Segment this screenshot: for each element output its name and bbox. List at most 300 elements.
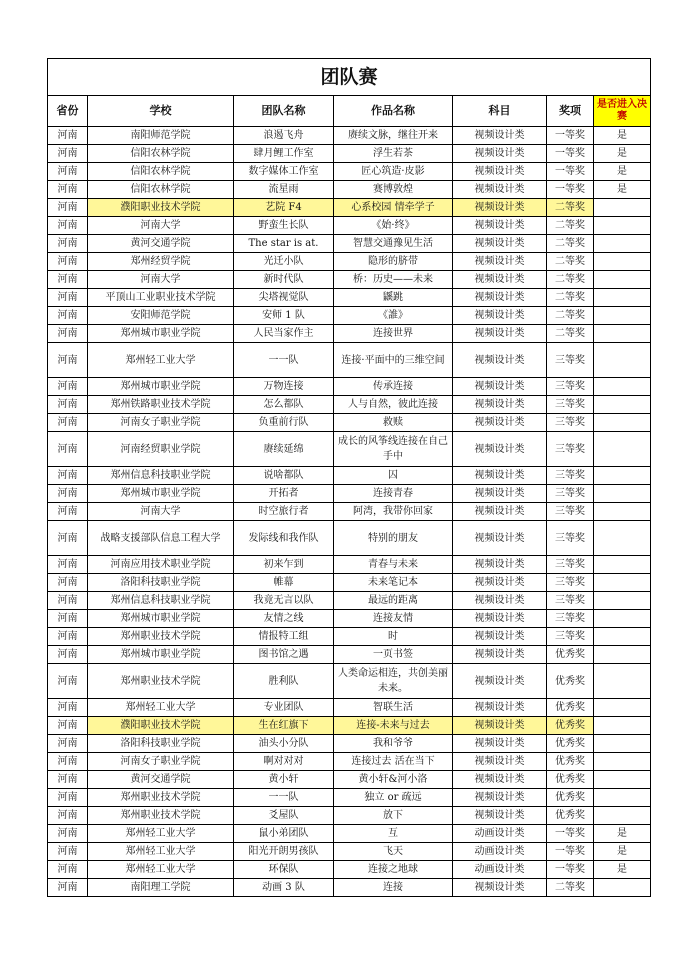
- header-award: 奖项: [547, 96, 594, 127]
- cell-work: 时: [334, 628, 453, 646]
- cell-school: 河南经贸职业学院: [88, 432, 234, 467]
- cell-province: 河南: [48, 521, 88, 556]
- header-school: 学校: [88, 96, 234, 127]
- cell-province: 河南: [48, 378, 88, 396]
- cell-award: 优秀奖: [547, 789, 594, 807]
- cell-award: 三等奖: [547, 556, 594, 574]
- cell-province: 河南: [48, 735, 88, 753]
- page-title: 团队赛: [48, 59, 651, 96]
- cell-team: 阳光开朗男孩队: [234, 843, 334, 861]
- cell-subject: 视频设计类: [453, 199, 547, 217]
- cell-school: 郑州职业技术学院: [88, 807, 234, 825]
- cell-subject: 视频设计类: [453, 717, 547, 735]
- cell-award: 三等奖: [547, 343, 594, 378]
- cell-advance: [594, 646, 651, 664]
- results-sheet: [47, 58, 650, 897]
- cell-school: 郑州职业技术学院: [88, 628, 234, 646]
- cell-award: 三等奖: [547, 610, 594, 628]
- cell-school: 河南女子职业学院: [88, 753, 234, 771]
- cell-subject: 视频设计类: [453, 127, 547, 145]
- cell-team: 图书馆之遇: [234, 646, 334, 664]
- cell-province: 河南: [48, 646, 88, 664]
- cell-advance: 是: [594, 163, 651, 181]
- cell-team: 我竟无言以队: [234, 592, 334, 610]
- cell-subject: 视频设计类: [453, 307, 547, 325]
- cell-work: 隐形的脐带: [334, 253, 453, 271]
- cell-team: 生在红旗下: [234, 717, 334, 735]
- cell-subject: 视频设计类: [453, 807, 547, 825]
- cell-province: 河南: [48, 343, 88, 378]
- cell-work: 匠心筑造·皮影: [334, 163, 453, 181]
- cell-school: 濮阳职业技术学院: [88, 199, 234, 217]
- cell-advance: [594, 717, 651, 735]
- cell-team: 数字媒体工作室: [234, 163, 334, 181]
- cell-subject: 视频设计类: [453, 414, 547, 432]
- cell-team: 黄小轩: [234, 771, 334, 789]
- cell-subject: 视频设计类: [453, 467, 547, 485]
- cell-school: 郑州轻工业大学: [88, 699, 234, 717]
- cell-team: 赓续延绵: [234, 432, 334, 467]
- cell-advance: [594, 753, 651, 771]
- cell-award: 二等奖: [547, 289, 594, 307]
- cell-award: 二等奖: [547, 253, 594, 271]
- table-row: [48, 610, 651, 628]
- header-advance: 是否进入决赛: [594, 96, 651, 127]
- cell-province: 河南: [48, 199, 88, 217]
- cell-subject: 视频设计类: [453, 789, 547, 807]
- cell-work: 心系校园 情牵学子: [334, 199, 453, 217]
- cell-team: 流星雨: [234, 181, 334, 199]
- cell-subject: 视频设计类: [453, 735, 547, 753]
- cell-work: 黄小轩&河小洛: [334, 771, 453, 789]
- results-table: [47, 58, 651, 897]
- cell-team: 万物连接: [234, 378, 334, 396]
- cell-subject: 视频设计类: [453, 574, 547, 592]
- cell-team: 啊对对对: [234, 753, 334, 771]
- cell-school: 信阳农林学院: [88, 163, 234, 181]
- cell-province: 河南: [48, 592, 88, 610]
- cell-work: 赛博敦煌: [334, 181, 453, 199]
- table-row: [48, 396, 651, 414]
- cell-school: 安阳师范学院: [88, 307, 234, 325]
- cell-advance: [594, 735, 651, 753]
- cell-school: 黄河交通学院: [88, 235, 234, 253]
- cell-subject: 视频设计类: [453, 253, 547, 271]
- cell-advance: [594, 503, 651, 521]
- cell-province: 河南: [48, 574, 88, 592]
- cell-advance: [594, 556, 651, 574]
- cell-advance: [594, 771, 651, 789]
- cell-team: 新时代队: [234, 271, 334, 289]
- cell-work: 未来笔记本: [334, 574, 453, 592]
- cell-work: 桥：历史——未来: [334, 271, 453, 289]
- cell-subject: 视频设计类: [453, 592, 547, 610]
- table-row: [48, 699, 651, 717]
- cell-work: 互: [334, 825, 453, 843]
- cell-work: 救赎: [334, 414, 453, 432]
- cell-work: 《始·终》: [334, 217, 453, 235]
- table-row: [48, 414, 651, 432]
- cell-team: 鼠小弟团队: [234, 825, 334, 843]
- table-row: [48, 735, 651, 753]
- cell-school: 郑州经贸学院: [88, 253, 234, 271]
- cell-award: 一等奖: [547, 127, 594, 145]
- cell-province: 河南: [48, 610, 88, 628]
- cell-team: 专业团队: [234, 699, 334, 717]
- cell-school: 信阳农林学院: [88, 145, 234, 163]
- table-row: [48, 235, 651, 253]
- cell-school: 郑州轻工业大学: [88, 843, 234, 861]
- cell-school: 战略支援部队信息工程大学: [88, 521, 234, 556]
- cell-subject: 视频设计类: [453, 628, 547, 646]
- cell-award: 三等奖: [547, 592, 594, 610]
- cell-team: 负重前行队: [234, 414, 334, 432]
- cell-school: 郑州城市职业学院: [88, 485, 234, 503]
- table-row: [48, 825, 651, 843]
- cell-advance: [594, 432, 651, 467]
- cell-subject: 视频设计类: [453, 378, 547, 396]
- cell-advance: 是: [594, 843, 651, 861]
- cell-work: 鼷跳: [334, 289, 453, 307]
- cell-subject: 视频设计类: [453, 343, 547, 378]
- cell-work: 连接友情: [334, 610, 453, 628]
- cell-team: 安师 1 队: [234, 307, 334, 325]
- cell-province: 河南: [48, 843, 88, 861]
- cell-province: 河南: [48, 664, 88, 699]
- cell-work: 连接: [334, 879, 453, 897]
- cell-team: 时空旅行者: [234, 503, 334, 521]
- cell-team: 浪遏飞舟: [234, 127, 334, 145]
- cell-team: 光迁小队: [234, 253, 334, 271]
- table-row: [48, 253, 651, 271]
- cell-work: 一页书签: [334, 646, 453, 664]
- header-subject: 科目: [453, 96, 547, 127]
- cell-team: 野蛮生长队: [234, 217, 334, 235]
- cell-subject: 视频设计类: [453, 771, 547, 789]
- table-row: [48, 271, 651, 289]
- cell-subject: 视频设计类: [453, 610, 547, 628]
- cell-award: 三等奖: [547, 378, 594, 396]
- cell-award: 优秀奖: [547, 664, 594, 699]
- table-body: [48, 127, 651, 897]
- cell-advance: [594, 235, 651, 253]
- table-row: [48, 789, 651, 807]
- cell-school: 郑州信息科技职业学院: [88, 592, 234, 610]
- cell-province: 河南: [48, 325, 88, 343]
- cell-advance: [594, 610, 651, 628]
- cell-team: 发际线和我作队: [234, 521, 334, 556]
- cell-advance: [594, 574, 651, 592]
- cell-subject: 视频设计类: [453, 271, 547, 289]
- cell-subject: 视频设计类: [453, 556, 547, 574]
- cell-province: 河南: [48, 467, 88, 485]
- cell-award: 三等奖: [547, 432, 594, 467]
- cell-work: 《誰》: [334, 307, 453, 325]
- cell-subject: 视频设计类: [453, 485, 547, 503]
- cell-work: 放下: [334, 807, 453, 825]
- cell-subject: 视频设计类: [453, 289, 547, 307]
- cell-subject: 视频设计类: [453, 181, 547, 199]
- cell-work: 成长的风筝线连接在自己手中: [334, 432, 453, 467]
- cell-advance: [594, 289, 651, 307]
- cell-school: 黄河交通学院: [88, 771, 234, 789]
- cell-team: 一一队: [234, 789, 334, 807]
- table-row: [48, 127, 651, 145]
- cell-school: 河南应用技术职业学院: [88, 556, 234, 574]
- cell-award: 优秀奖: [547, 807, 594, 825]
- cell-advance: [594, 699, 651, 717]
- cell-subject: 视频设计类: [453, 217, 547, 235]
- cell-award: 一等奖: [547, 861, 594, 879]
- table-row: [48, 217, 651, 235]
- cell-subject: 视频设计类: [453, 699, 547, 717]
- cell-subject: 视频设计类: [453, 235, 547, 253]
- cell-advance: [594, 467, 651, 485]
- cell-award: 三等奖: [547, 485, 594, 503]
- cell-award: 三等奖: [547, 574, 594, 592]
- cell-award: 二等奖: [547, 235, 594, 253]
- cell-team: 一一队: [234, 343, 334, 378]
- cell-province: 河南: [48, 253, 88, 271]
- cell-school: 郑州城市职业学院: [88, 325, 234, 343]
- cell-advance: 是: [594, 145, 651, 163]
- cell-advance: [594, 217, 651, 235]
- table-row: [48, 556, 651, 574]
- cell-school: 南阳理工学院: [88, 879, 234, 897]
- cell-province: 河南: [48, 217, 88, 235]
- table-row: [48, 628, 651, 646]
- cell-province: 河南: [48, 503, 88, 521]
- table-row: [48, 717, 651, 735]
- cell-school: 平顶山工业职业技术学院: [88, 289, 234, 307]
- cell-province: 河南: [48, 396, 88, 414]
- cell-province: 河南: [48, 879, 88, 897]
- cell-award: 二等奖: [547, 199, 594, 217]
- cell-school: 河南大学: [88, 271, 234, 289]
- cell-work: 智联生活: [334, 699, 453, 717]
- cell-team: 肆月鲤工作室: [234, 145, 334, 163]
- cell-work: 传承连接: [334, 378, 453, 396]
- table-row: [48, 521, 651, 556]
- cell-award: 三等奖: [547, 396, 594, 414]
- cell-province: 河南: [48, 163, 88, 181]
- cell-award: 优秀奖: [547, 717, 594, 735]
- cell-province: 河南: [48, 861, 88, 879]
- cell-province: 河南: [48, 556, 88, 574]
- cell-team: 情报特工组: [234, 628, 334, 646]
- cell-advance: [594, 325, 651, 343]
- cell-advance: [594, 879, 651, 897]
- table-row: [48, 843, 651, 861]
- table-row: [48, 485, 651, 503]
- cell-advance: [594, 592, 651, 610]
- cell-work: 连接青春: [334, 485, 453, 503]
- table-row: [48, 467, 651, 485]
- cell-work: 阿湾，我带你回家: [334, 503, 453, 521]
- table-row: [48, 325, 651, 343]
- cell-award: 二等奖: [547, 271, 594, 289]
- cell-province: 河南: [48, 717, 88, 735]
- cell-school: 郑州职业技术学院: [88, 664, 234, 699]
- cell-award: 一等奖: [547, 843, 594, 861]
- cell-team: The star is at.: [234, 235, 334, 253]
- table-row: [48, 503, 651, 521]
- cell-advance: [594, 199, 651, 217]
- header-province: 省份: [48, 96, 88, 127]
- cell-school: 郑州职业技术学院: [88, 789, 234, 807]
- cell-work: 我和爷爷: [334, 735, 453, 753]
- cell-advance: 是: [594, 181, 651, 199]
- header-work: 作品名称: [334, 96, 453, 127]
- cell-province: 河南: [48, 825, 88, 843]
- cell-award: 优秀奖: [547, 646, 594, 664]
- cell-school: 濮阳职业技术学院: [88, 717, 234, 735]
- cell-school: 洛阳科技职业学院: [88, 574, 234, 592]
- cell-province: 河南: [48, 414, 88, 432]
- table-row: [48, 343, 651, 378]
- cell-advance: [594, 521, 651, 556]
- cell-province: 河南: [48, 145, 88, 163]
- cell-province: 河南: [48, 271, 88, 289]
- cell-team: 开拓者: [234, 485, 334, 503]
- cell-award: 优秀奖: [547, 699, 594, 717]
- cell-province: 河南: [48, 127, 88, 145]
- cell-award: 二等奖: [547, 879, 594, 897]
- cell-province: 河南: [48, 485, 88, 503]
- cell-award: 三等奖: [547, 521, 594, 556]
- cell-work: 连接世界: [334, 325, 453, 343]
- cell-advance: [594, 378, 651, 396]
- header-team: 团队名称: [234, 96, 334, 127]
- cell-school: 河南大学: [88, 217, 234, 235]
- cell-award: 三等奖: [547, 503, 594, 521]
- cell-work: 独立 or 疏远: [334, 789, 453, 807]
- cell-work: 赓续文脉，继往开来: [334, 127, 453, 145]
- cell-province: 河南: [48, 789, 88, 807]
- cell-advance: [594, 343, 651, 378]
- cell-province: 河南: [48, 771, 88, 789]
- cell-work: 特别的朋友: [334, 521, 453, 556]
- table-row: [48, 574, 651, 592]
- cell-advance: [594, 414, 651, 432]
- cell-work: 飞天: [334, 843, 453, 861]
- cell-team: 怎么都队: [234, 396, 334, 414]
- cell-advance: 是: [594, 127, 651, 145]
- table-row: [48, 307, 651, 325]
- cell-award: 二等奖: [547, 217, 594, 235]
- cell-subject: 视频设计类: [453, 503, 547, 521]
- cell-advance: [594, 271, 651, 289]
- cell-school: 郑州铁路职业技术学院: [88, 396, 234, 414]
- cell-team: 艺院 F4: [234, 199, 334, 217]
- cell-school: 郑州轻工业大学: [88, 861, 234, 879]
- cell-advance: [594, 664, 651, 699]
- cell-advance: [594, 307, 651, 325]
- cell-team: 人民当家作主: [234, 325, 334, 343]
- cell-school: 郑州城市职业学院: [88, 646, 234, 664]
- cell-award: 一等奖: [547, 145, 594, 163]
- cell-work: 最远的距离: [334, 592, 453, 610]
- cell-advance: [594, 807, 651, 825]
- table-row: [48, 289, 651, 307]
- cell-subject: 视频设计类: [453, 396, 547, 414]
- cell-school: 郑州城市职业学院: [88, 610, 234, 628]
- cell-advance: [594, 396, 651, 414]
- cell-subject: 视频设计类: [453, 432, 547, 467]
- cell-advance: [594, 628, 651, 646]
- cell-advance: [594, 789, 651, 807]
- cell-subject: 视频设计类: [453, 325, 547, 343]
- table-row: [48, 753, 651, 771]
- cell-team: 友情之线: [234, 610, 334, 628]
- cell-province: 河南: [48, 181, 88, 199]
- cell-province: 河南: [48, 235, 88, 253]
- cell-team: 初来乍到: [234, 556, 334, 574]
- cell-subject: 视频设计类: [453, 879, 547, 897]
- table-row: [48, 432, 651, 467]
- cell-work: 连接·平面中的三维空间: [334, 343, 453, 378]
- table-row: [48, 199, 651, 217]
- cell-award: 优秀奖: [547, 753, 594, 771]
- cell-province: 河南: [48, 699, 88, 717]
- cell-award: 二等奖: [547, 325, 594, 343]
- cell-province: 河南: [48, 628, 88, 646]
- cell-school: 信阳农林学院: [88, 181, 234, 199]
- cell-award: 优秀奖: [547, 771, 594, 789]
- cell-advance: [594, 485, 651, 503]
- cell-award: 优秀奖: [547, 735, 594, 753]
- cell-award: 二等奖: [547, 307, 594, 325]
- cell-school: 河南大学: [88, 503, 234, 521]
- cell-school: 郑州信息科技职业学院: [88, 467, 234, 485]
- cell-school: 南阳师范学院: [88, 127, 234, 145]
- cell-subject: 动画设计类: [453, 843, 547, 861]
- cell-award: 一等奖: [547, 163, 594, 181]
- cell-advance: [594, 253, 651, 271]
- cell-award: 三等奖: [547, 467, 594, 485]
- cell-advance: 是: [594, 861, 651, 879]
- cell-team: 胜利队: [234, 664, 334, 699]
- cell-province: 河南: [48, 432, 88, 467]
- table-row: [48, 807, 651, 825]
- table-row: [48, 145, 651, 163]
- cell-work: 人与自然，彼此连接: [334, 396, 453, 414]
- cell-school: 洛阳科技职业学院: [88, 735, 234, 753]
- cell-team: 爻屋队: [234, 807, 334, 825]
- cell-subject: 视频设计类: [453, 664, 547, 699]
- cell-subject: 视频设计类: [453, 521, 547, 556]
- cell-school: 郑州轻工业大学: [88, 343, 234, 378]
- table-row: [48, 181, 651, 199]
- cell-work: 连接过去 活在当下: [334, 753, 453, 771]
- table-row: [48, 592, 651, 610]
- cell-subject: 动画设计类: [453, 825, 547, 843]
- cell-team: 帷幕: [234, 574, 334, 592]
- cell-team: 动画 3 队: [234, 879, 334, 897]
- cell-team: 尖塔视觉队: [234, 289, 334, 307]
- cell-team: 说啥都队: [234, 467, 334, 485]
- table-row: [48, 163, 651, 181]
- cell-work: 人类命运相连，共创美丽未来。: [334, 664, 453, 699]
- cell-award: 三等奖: [547, 414, 594, 432]
- cell-work: 青春与未来: [334, 556, 453, 574]
- table-row: [48, 664, 651, 699]
- cell-province: 河南: [48, 807, 88, 825]
- cell-school: 河南女子职业学院: [88, 414, 234, 432]
- cell-award: 一等奖: [547, 825, 594, 843]
- table-row: [48, 879, 651, 897]
- cell-work: 浮生若茶: [334, 145, 453, 163]
